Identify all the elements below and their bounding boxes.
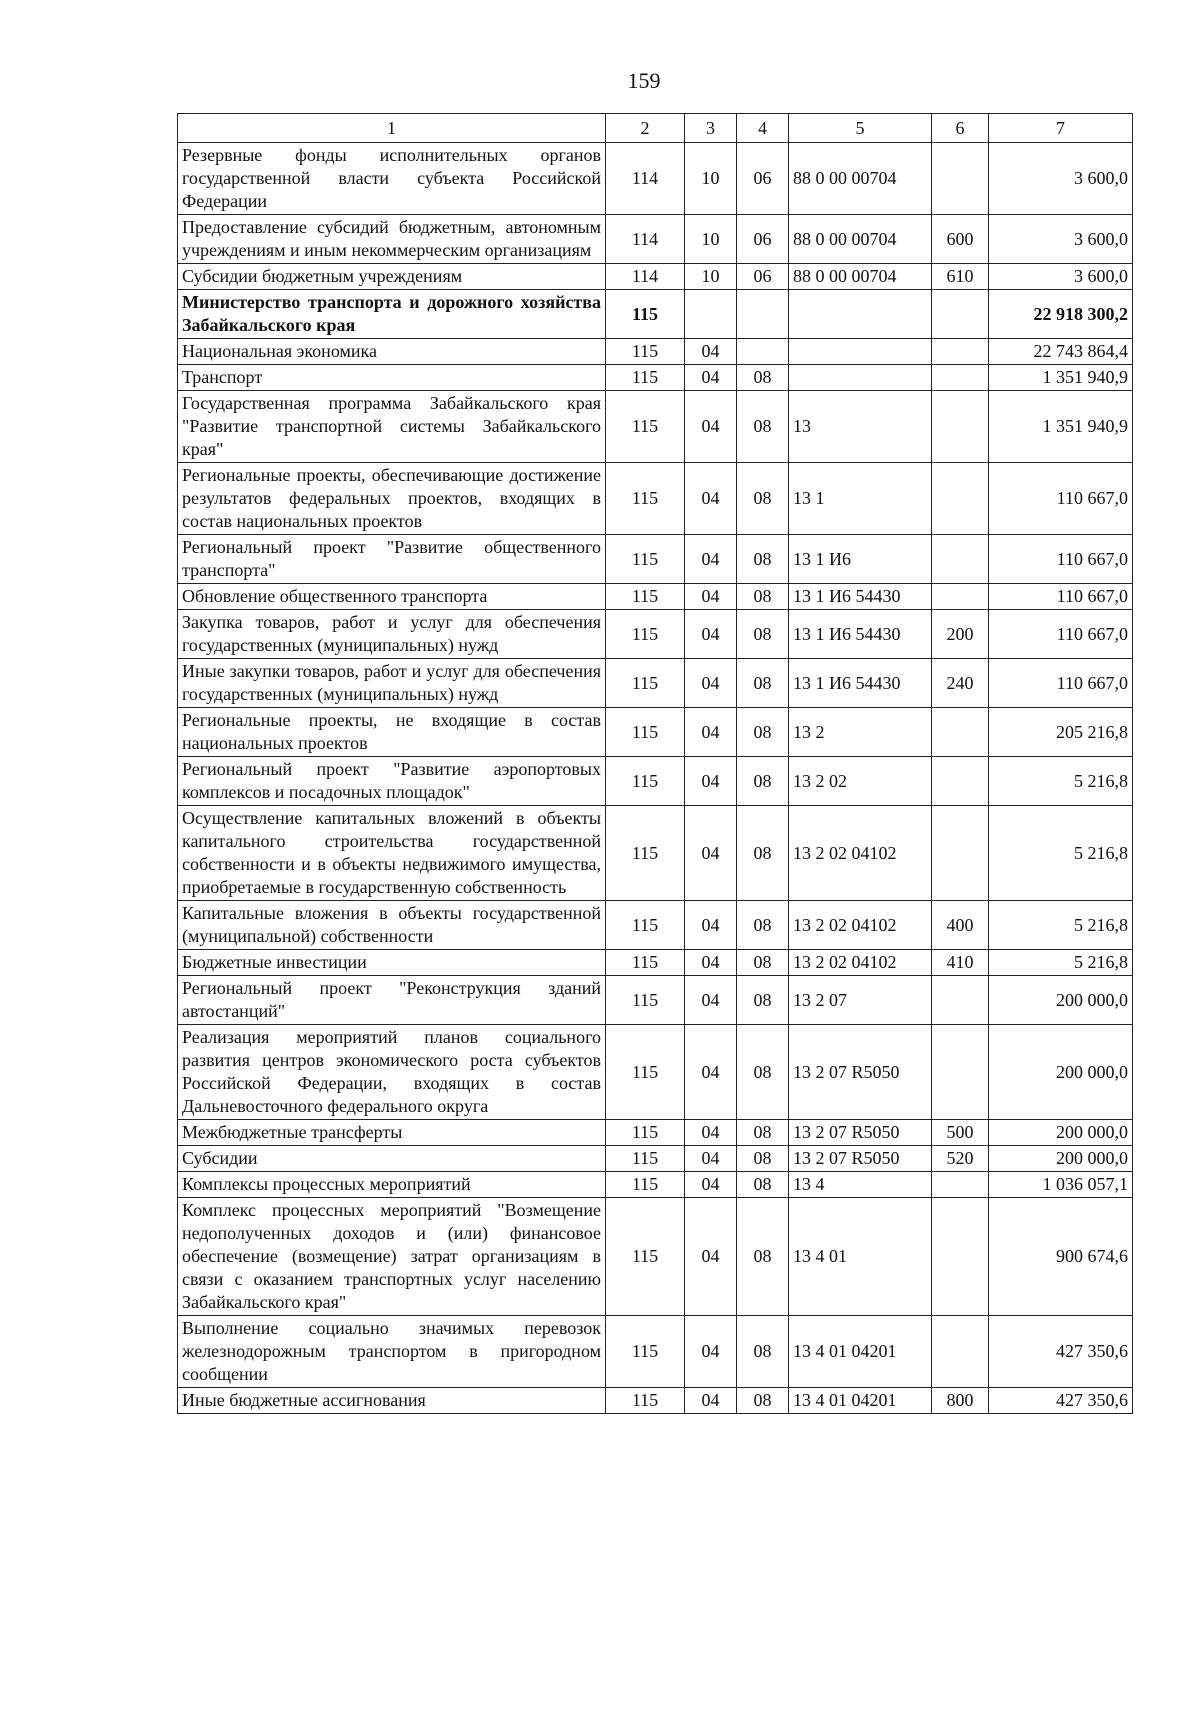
row-col4-cell: 08 — [737, 1198, 789, 1316]
row-col5-cell: 13 2 07 R5050 — [789, 1146, 932, 1172]
row-name-cell: Реализация мероприятий планов социального развития центров экономического роста субъектов Российской Федерации, входящих в состав Дальневосточного федерального округа — [178, 1025, 606, 1120]
row-name-cell: Предоставление субсидий бюджетным, автономным учреждениям и иным некоммерческим организациям — [178, 215, 606, 264]
row-col3-cell: 04 — [685, 1316, 737, 1388]
row-col5-cell — [789, 290, 932, 339]
row-col3-cell: 04 — [685, 365, 737, 391]
row-col3-cell: 04 — [685, 339, 737, 365]
table-row — [178, 143, 1133, 215]
row-amount-cell: 5 216,8 — [989, 806, 1133, 901]
row-col5-cell: 13 — [789, 391, 932, 463]
row-col4-cell: 08 — [737, 901, 789, 950]
row-col6-cell: 520 — [932, 1146, 989, 1172]
row-col4-cell: 08 — [737, 1146, 789, 1172]
row-col6-cell: 200 — [932, 610, 989, 659]
row-col6-cell: 610 — [932, 264, 989, 290]
row-col5-cell: 13 2 07 — [789, 976, 932, 1025]
row-col3-cell — [685, 290, 737, 339]
column-header: 3 — [685, 114, 737, 143]
table-row — [178, 1316, 1133, 1388]
row-col4-cell: 08 — [737, 950, 789, 976]
row-name-cell: Бюджетные инвестиции — [178, 950, 606, 976]
row-col3-cell: 04 — [685, 610, 737, 659]
row-amount-cell: 5 216,8 — [989, 757, 1133, 806]
table-row — [178, 1198, 1133, 1316]
row-amount-cell: 110 667,0 — [989, 535, 1133, 584]
row-col3-cell: 04 — [685, 1146, 737, 1172]
row-col6-cell — [932, 391, 989, 463]
column-header: 1 — [178, 114, 606, 143]
row-col5-cell: 13 2 07 R5050 — [789, 1120, 932, 1146]
row-col6-cell — [932, 365, 989, 391]
row-col2-cell: 114 — [606, 215, 685, 264]
column-header: 6 — [932, 114, 989, 143]
row-col6-cell: 800 — [932, 1388, 989, 1414]
row-name-cell: Выполнение социально значимых перевозок железнодорожным транспортом в пригородном сообщении — [178, 1316, 606, 1388]
row-col3-cell: 04 — [685, 1198, 737, 1316]
row-col2-cell: 115 — [606, 584, 685, 610]
table-row — [178, 463, 1133, 535]
row-col4-cell: 08 — [737, 365, 789, 391]
row-col2-cell: 115 — [606, 1388, 685, 1414]
row-col4-cell: 08 — [737, 1316, 789, 1388]
row-col6-cell — [932, 290, 989, 339]
row-col2-cell: 115 — [606, 290, 685, 339]
row-col5-cell: 13 2 02 04102 — [789, 806, 932, 901]
row-col6-cell — [932, 463, 989, 535]
row-col5-cell: 13 1 И6 — [789, 535, 932, 584]
row-col3-cell: 10 — [685, 215, 737, 264]
table-row — [178, 950, 1133, 976]
row-col3-cell: 10 — [685, 143, 737, 215]
row-amount-cell: 427 350,6 — [989, 1388, 1133, 1414]
row-col5-cell — [789, 339, 932, 365]
row-amount-cell: 200 000,0 — [989, 1025, 1133, 1120]
row-col6-cell — [932, 806, 989, 901]
row-col2-cell: 115 — [606, 1025, 685, 1120]
row-col2-cell: 115 — [606, 391, 685, 463]
row-col5-cell: 13 2 02 04102 — [789, 901, 932, 950]
row-col5-cell: 13 2 02 — [789, 757, 932, 806]
row-amount-cell: 110 667,0 — [989, 659, 1133, 708]
table-row — [178, 901, 1133, 950]
row-col6-cell — [932, 708, 989, 757]
row-col6-cell — [932, 339, 989, 365]
row-col2-cell: 115 — [606, 901, 685, 950]
table-row — [178, 708, 1133, 757]
row-name-cell: Закупка товаров, работ и услуг для обеспечения государственных (муниципальных) нужд — [178, 610, 606, 659]
row-amount-cell: 200 000,0 — [989, 976, 1133, 1025]
row-col2-cell: 115 — [606, 1172, 685, 1198]
row-col5-cell: 13 2 — [789, 708, 932, 757]
row-col2-cell: 115 — [606, 1120, 685, 1146]
row-col3-cell: 04 — [685, 463, 737, 535]
row-col5-cell — [789, 365, 932, 391]
row-col4-cell: 08 — [737, 1388, 789, 1414]
row-col4-cell: 08 — [737, 463, 789, 535]
row-col2-cell: 115 — [606, 365, 685, 391]
row-name-cell: Иные бюджетные ассигнования — [178, 1388, 606, 1414]
row-col2-cell: 115 — [606, 659, 685, 708]
row-amount-cell: 3 600,0 — [989, 264, 1133, 290]
row-col2-cell: 115 — [606, 708, 685, 757]
row-col4-cell: 08 — [737, 535, 789, 584]
row-col4-cell: 08 — [737, 659, 789, 708]
row-col2-cell: 115 — [606, 463, 685, 535]
row-name-cell: Осуществление капитальных вложений в объекты капитального строительства государственной собственности и в объекты недвижимого имущества, приобретаемые в государственную собственность — [178, 806, 606, 901]
row-col3-cell: 04 — [685, 901, 737, 950]
row-amount-cell: 3 600,0 — [989, 215, 1133, 264]
page-number: 159 — [627, 68, 661, 93]
row-col5-cell: 13 2 02 04102 — [789, 950, 932, 976]
row-name-cell: Национальная экономика — [178, 339, 606, 365]
row-col6-cell — [932, 1198, 989, 1316]
row-amount-cell: 3 600,0 — [989, 143, 1133, 215]
row-col4-cell: 08 — [737, 610, 789, 659]
row-amount-cell: 1 351 940,9 — [989, 365, 1133, 391]
row-amount-cell: 205 216,8 — [989, 708, 1133, 757]
column-header: 7 — [989, 114, 1133, 143]
row-col6-cell: 400 — [932, 901, 989, 950]
row-col4-cell — [737, 290, 789, 339]
row-name-cell: Министерство транспорта и дорожного хозяйства Забайкальского края — [178, 290, 606, 339]
row-name-cell: Субсидии — [178, 1146, 606, 1172]
table-row — [178, 584, 1133, 610]
row-col5-cell: 13 1 И6 54430 — [789, 584, 932, 610]
row-amount-cell: 110 667,0 — [989, 610, 1133, 659]
row-name-cell: Капитальные вложения в объекты государственной (муниципальной) собственности — [178, 901, 606, 950]
row-amount-cell: 110 667,0 — [989, 463, 1133, 535]
row-col6-cell: 240 — [932, 659, 989, 708]
table-row — [178, 290, 1133, 339]
row-col6-cell — [932, 143, 989, 215]
table-row — [178, 1025, 1133, 1120]
row-name-cell: Межбюджетные трансферты — [178, 1120, 606, 1146]
table-row — [178, 976, 1133, 1025]
table-row — [178, 806, 1133, 901]
row-col6-cell: 600 — [932, 215, 989, 264]
row-name-cell: Комплексы процессных мероприятий — [178, 1172, 606, 1198]
row-col4-cell: 08 — [737, 1025, 789, 1120]
row-col3-cell: 04 — [685, 708, 737, 757]
row-col5-cell: 88 0 00 00704 — [789, 215, 932, 264]
row-col5-cell: 13 1 И6 54430 — [789, 659, 932, 708]
row-col2-cell: 115 — [606, 1198, 685, 1316]
row-col5-cell: 13 4 01 04201 — [789, 1316, 932, 1388]
row-amount-cell: 900 674,6 — [989, 1198, 1133, 1316]
row-col5-cell: 13 2 07 R5050 — [789, 1025, 932, 1120]
row-col3-cell: 04 — [685, 391, 737, 463]
row-col4-cell: 08 — [737, 708, 789, 757]
table-row — [178, 264, 1133, 290]
row-col4-cell: 06 — [737, 143, 789, 215]
row-col4-cell: 08 — [737, 1120, 789, 1146]
row-name-cell: Транспорт — [178, 365, 606, 391]
row-col5-cell: 13 1 И6 54430 — [789, 610, 932, 659]
table-row — [178, 757, 1133, 806]
row-col2-cell: 115 — [606, 1146, 685, 1172]
row-name-cell: Государственная программа Забайкальского края "Развитие транспортной системы Забайкальского края" — [178, 391, 606, 463]
row-col6-cell — [932, 976, 989, 1025]
row-col2-cell: 114 — [606, 264, 685, 290]
table-body — [178, 143, 1133, 1414]
table-row — [178, 391, 1133, 463]
row-col3-cell: 04 — [685, 757, 737, 806]
row-col4-cell: 08 — [737, 806, 789, 901]
table-row — [178, 659, 1133, 708]
row-col6-cell — [932, 1316, 989, 1388]
row-col3-cell: 04 — [685, 584, 737, 610]
row-col3-cell: 04 — [685, 1172, 737, 1198]
row-col4-cell: 08 — [737, 584, 789, 610]
row-name-cell: Региональный проект "Реконструкция зданий автостанций" — [178, 976, 606, 1025]
row-col2-cell: 115 — [606, 757, 685, 806]
row-col6-cell — [932, 535, 989, 584]
row-col2-cell: 115 — [606, 806, 685, 901]
row-name-cell: Резервные фонды исполнительных органов государственной власти субъекта Российской Федерации — [178, 143, 606, 215]
row-name-cell: Комплекс процессных мероприятий "Возмещение недополученных доходов и (или) финансовое обеспечение (возмещение) затрат организациям в связи с оказанием транспортных услуг населению Забайкальского края" — [178, 1198, 606, 1316]
row-name-cell: Субсидии бюджетным учреждениям — [178, 264, 606, 290]
row-col4-cell: 08 — [737, 1172, 789, 1198]
row-col4-cell: 08 — [737, 391, 789, 463]
row-col4-cell: 06 — [737, 215, 789, 264]
row-col5-cell: 88 0 00 00704 — [789, 264, 932, 290]
row-col2-cell: 114 — [606, 143, 685, 215]
row-col2-cell: 115 — [606, 950, 685, 976]
row-col3-cell: 04 — [685, 535, 737, 584]
column-header: 2 — [606, 114, 685, 143]
row-col5-cell: 13 4 01 — [789, 1198, 932, 1316]
row-name-cell: Региональные проекты, обеспечивающие достижение результатов федеральных проектов, входящих в состав национальных проектов — [178, 463, 606, 535]
row-name-cell: Иные закупки товаров, работ и услуг для обеспечения государственных (муниципальных) нужд — [178, 659, 606, 708]
row-name-cell: Региональный проект "Развитие аэропортовых комплексов и посадочных площадок" — [178, 757, 606, 806]
row-col6-cell — [932, 584, 989, 610]
row-amount-cell: 1 351 940,9 — [989, 391, 1133, 463]
row-col3-cell: 04 — [685, 659, 737, 708]
column-header: 5 — [789, 114, 932, 143]
row-col3-cell: 04 — [685, 950, 737, 976]
row-col4-cell: 08 — [737, 757, 789, 806]
row-col3-cell: 04 — [685, 1388, 737, 1414]
row-col5-cell: 13 1 — [789, 463, 932, 535]
row-col2-cell: 115 — [606, 535, 685, 584]
row-name-cell: Региональный проект "Развитие общественного транспорта" — [178, 535, 606, 584]
row-amount-cell: 5 216,8 — [989, 950, 1133, 976]
row-col2-cell: 115 — [606, 610, 685, 659]
row-col3-cell: 10 — [685, 264, 737, 290]
row-col2-cell: 115 — [606, 1316, 685, 1388]
table-row — [178, 1146, 1133, 1172]
row-col6-cell: 500 — [932, 1120, 989, 1146]
row-amount-cell: 200 000,0 — [989, 1146, 1133, 1172]
row-col3-cell: 04 — [685, 1025, 737, 1120]
row-amount-cell: 22 918 300,2 — [989, 290, 1133, 339]
table-row — [178, 610, 1133, 659]
table-row — [178, 1388, 1133, 1414]
row-col2-cell: 115 — [606, 976, 685, 1025]
row-col4-cell — [737, 339, 789, 365]
row-amount-cell: 22 743 864,4 — [989, 339, 1133, 365]
row-amount-cell: 5 216,8 — [989, 901, 1133, 950]
row-col5-cell: 13 4 — [789, 1172, 932, 1198]
row-col3-cell: 04 — [685, 806, 737, 901]
table-row — [178, 365, 1133, 391]
row-amount-cell: 1 036 057,1 — [989, 1172, 1133, 1198]
row-col4-cell: 06 — [737, 264, 789, 290]
budget-table — [177, 113, 1133, 1414]
row-col3-cell: 04 — [685, 976, 737, 1025]
row-col2-cell: 115 — [606, 339, 685, 365]
table-header-row — [178, 114, 1133, 143]
row-col6-cell — [932, 757, 989, 806]
row-amount-cell: 427 350,6 — [989, 1316, 1133, 1388]
row-amount-cell: 110 667,0 — [989, 584, 1133, 610]
row-name-cell: Региональные проекты, не входящие в состав национальных проектов — [178, 708, 606, 757]
row-col5-cell: 13 4 01 04201 — [789, 1388, 932, 1414]
table-row — [178, 339, 1133, 365]
table-row — [178, 1120, 1133, 1146]
row-col6-cell: 410 — [932, 950, 989, 976]
table-row — [178, 535, 1133, 584]
row-name-cell: Обновление общественного транспорта — [178, 584, 606, 610]
row-col5-cell: 88 0 00 00704 — [789, 143, 932, 215]
row-col6-cell — [932, 1025, 989, 1120]
column-header: 4 — [737, 114, 789, 143]
table-row — [178, 215, 1133, 264]
table-row — [178, 1172, 1133, 1198]
row-col6-cell — [932, 1172, 989, 1198]
row-col4-cell: 08 — [737, 976, 789, 1025]
row-amount-cell: 200 000,0 — [989, 1120, 1133, 1146]
row-col3-cell: 04 — [685, 1120, 737, 1146]
